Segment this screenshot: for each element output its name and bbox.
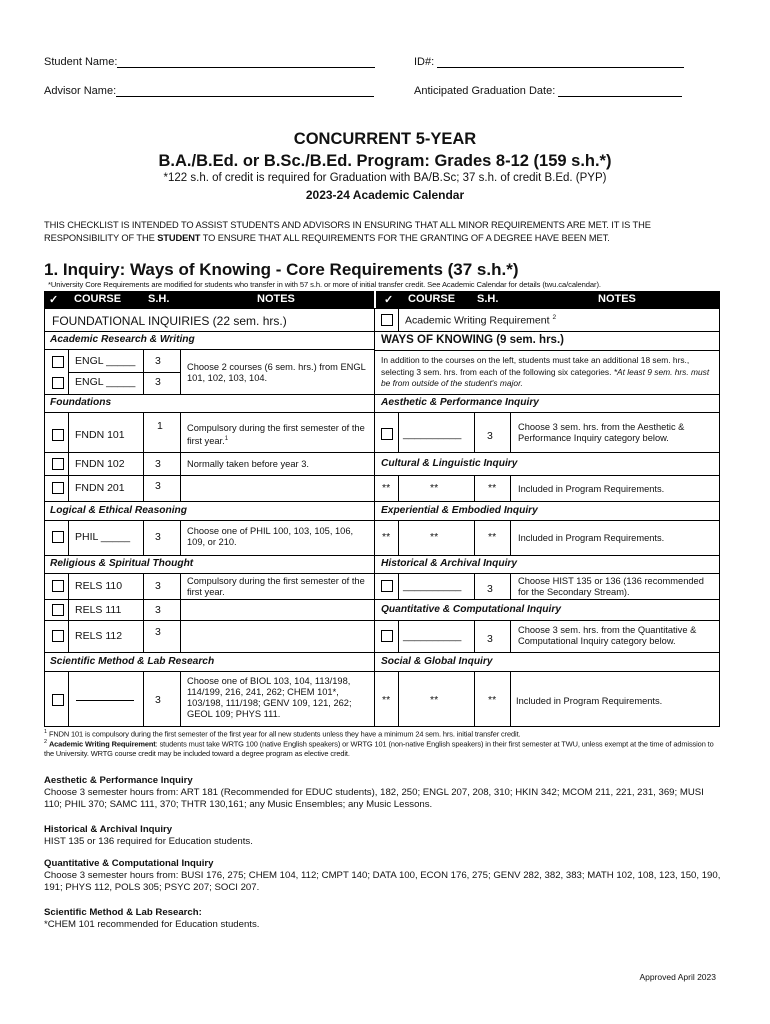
cat-scientific: Scientific Method & Lab Research [50, 656, 215, 667]
rels110-sh: 3 [155, 580, 161, 592]
fndn102-course: FNDN 102 [75, 458, 125, 470]
phil-course[interactable]: PHIL _____ [75, 531, 131, 543]
right-column-header [376, 291, 720, 308]
approved-date: Approved April 2023 [639, 972, 716, 982]
scientific-block-body: *CHEM 101 recommended for Education students. [44, 919, 260, 930]
cat-aesthetic: Aesthetic & Performance Inquiry [381, 397, 539, 408]
qua-blank[interactable]: __________ [403, 630, 462, 642]
cat-social: Social & Global Inquiry [381, 656, 493, 667]
fndn201-course: FNDN 201 [75, 482, 125, 494]
intro-student: STUDENT [157, 232, 201, 243]
id-label: ID#: [414, 56, 435, 68]
aesthetic-block-body: Choose 3 semester hours from: ART 181 (Recommended for EDUC students), 182, 250; ENGL 207, 208, 310; HKIN 342; MCOM 211, 221, 231, 369; MUSI 110; PHIL 370; SAMC 111, 370; THTR 130,161; any Music Ensembles; any Music Lessons. [44, 787, 704, 811]
writing-req-label [405, 314, 556, 327]
rels112-sh: 3 [155, 626, 161, 638]
footnote-1-text: FNDN 101 is compulsory during the first semester of the first year for all new students unless they have a minimum 24 sem. hrs. initial transfer credit. [48, 729, 521, 739]
cul-note: Included in Program Requirements. [518, 484, 665, 494]
exp-check: ** [382, 531, 391, 543]
cat-religious: Religious & Spiritual Thought [50, 558, 194, 569]
cul-check: ** [382, 482, 391, 494]
rels110-checkbox[interactable] [52, 580, 64, 592]
ways-note-a: In addition to the courses on the left, students must take an additional 18 sem. hrs., selecting 3 sem. hrs. from each of the following six categories. [381, 355, 690, 377]
advisor-name-line[interactable] [116, 85, 374, 97]
foundational-heading: FOUNDATIONAL INQUIRIES (22 sem. hrs.) [52, 314, 287, 328]
id-line[interactable] [437, 56, 684, 68]
cat-research: Academic Research & Writing [50, 334, 195, 345]
rels112-course: RELS 112 [75, 630, 123, 642]
soc-course: ** [430, 694, 439, 706]
fndn101-sh: 1 [157, 420, 163, 432]
exp-course: ** [430, 531, 439, 543]
soc-check: ** [382, 694, 391, 706]
advisor-name-field[interactable] [44, 85, 374, 97]
aesthetic-block-heading: Aesthetic & Performance Inquiry [44, 775, 193, 786]
fndn101-sup: 1 [224, 436, 229, 442]
footnote-1-num: 1 [44, 729, 47, 735]
sci-sh: 3 [155, 694, 161, 706]
fndn102-checkbox[interactable] [52, 458, 64, 470]
grad-date-line[interactable] [558, 85, 682, 97]
grad-date-label: Anticipated Graduation Date: [414, 85, 556, 97]
fndn101-note [187, 423, 369, 447]
intro-text-2: TO ENSURE THAT ALL REQUIREMENTS FOR THE GRANTING OF A DEGREE HAVE BEEN MET. [200, 232, 610, 243]
calendar-year: 2023-24 Academic Calendar [305, 188, 465, 202]
sci-note: Choose one of BIOL 103, 104, 113/198, 114/199, 216, 241, 262; CHEM 101*, 103/198, 111/198; GENV 109, 121, 262; GEOL 109; PHYS 111. [187, 676, 352, 719]
fndn102-sh: 3 [155, 458, 161, 470]
column-divider [374, 308, 375, 727]
rels110-note: Compulsory during the first semester of the first year. [187, 576, 365, 597]
section-title: 1. Inquiry: Ways of Knowing - Core Requirements (37 s.h.*) [44, 260, 519, 279]
cat-logical: Logical & Ethical Reasoning [50, 505, 187, 516]
his-blank[interactable]: __________ [403, 580, 462, 592]
student-name-field[interactable] [44, 56, 375, 68]
engl1-sh: 3 [155, 355, 161, 367]
left-column-header [44, 291, 374, 308]
student-name-label: Student Name: [44, 56, 118, 68]
cat-historical: Historical & Archival Inquiry [381, 558, 518, 569]
cat-cultural: Cultural & Linguistic Inquiry [381, 458, 518, 469]
rels111-checkbox[interactable] [52, 604, 64, 616]
historical-block-heading: Historical & Archival Inquiry [44, 824, 173, 835]
phil-note: Choose one of PHIL 100, 103, 105, 106, 109, or 210. [187, 526, 354, 547]
credit-note: *122 s.h. of credit is required for Graduation with BA/B.Sc; 37 s.h. of credit B.Ed. (PYP) [163, 172, 607, 184]
qua-sh: 3 [487, 633, 493, 645]
historical-block-body: HIST 135 or 136 required for Education students. [44, 836, 253, 847]
engl2-course[interactable]: ENGL _____ [75, 376, 136, 388]
exp-note: Included in Program Requirements. [518, 533, 665, 543]
aes-sh: 3 [487, 430, 493, 442]
qua-note: Choose 3 sem. hrs. from the Quantitative & Computational Inquiry category below. [518, 625, 697, 646]
engl1-checkbox[interactable] [52, 356, 64, 368]
fndn101-note-text: Compulsory during the first semester of the first year. [187, 423, 365, 447]
footnote-2-label: Academic Writing Requirement [48, 739, 156, 749]
ways-note [381, 355, 715, 390]
his-sh: 3 [487, 583, 493, 595]
intro-paragraph [44, 219, 724, 244]
sci-course-blank[interactable] [76, 692, 134, 704]
exp-sh: ** [488, 531, 497, 543]
engl-note: Choose 2 courses (6 sem. hrs.) from ENGL 101, 102, 103, 104. [187, 362, 366, 383]
check-header: ✓ [49, 294, 59, 306]
aes-note: Choose 3 sem. hrs. from the Aesthetic & Performance Inquiry category below. [518, 422, 685, 443]
student-name-line[interactable] [117, 56, 375, 68]
course-header-right: COURSE [408, 293, 456, 305]
cat-quant: Quantitative & Computational Inquiry [381, 604, 561, 615]
fndn102-note: Normally taken before year 3. [187, 459, 309, 469]
notes-header: NOTES [257, 293, 295, 305]
title-line1: CONCURRENT 5-YEAR [293, 130, 477, 148]
scientific-block-heading: Scientific Method & Lab Research: [44, 907, 202, 918]
intro-text-1: THIS CHECKLIST IS INTENDED TO ASSIST STUDENTS AND ADVISORS IN ENSURING THAT ALL MINOR REQUIREMENTS ARE MET. IT IS THE RESPONSIBILITY OF THE [44, 220, 651, 243]
section-note: *University Core Requirements are modified for students who transfer in with 57 s.h. or more of initial transfer credit. See Academic Calendar for details (twu.ca/calendar). [48, 280, 601, 289]
cul-course: ** [430, 482, 439, 494]
ways-note-b: *At least 9 sem. hrs. must be from outside of the student's major. [381, 366, 710, 388]
writing-req-text: Academic Writing Requirement [405, 314, 550, 327]
writing-req-sup: 2 [552, 314, 557, 321]
soc-sh: ** [488, 694, 497, 706]
rels110-course: RELS 110 [75, 580, 123, 592]
quant-block-body: Choose 3 semester hours from: BUSI 176, 275; CHEM 104, 112; CMPT 140; DATA 100, ECON 176, 275; GENV 282, 382, 383; MATH 102, 108, 123, 150, 190, 191; PHYS 112, POLS 305; PSYC 207; SOCI 207. [44, 870, 721, 894]
cat-experiential: Experiential & Embodied Inquiry [381, 505, 538, 516]
cul-sh: ** [488, 482, 497, 494]
notes-header-right: NOTES [598, 293, 636, 305]
fndn101-course: FNDN 101 [75, 429, 125, 441]
engl2-checkbox[interactable] [52, 377, 64, 389]
quant-block-heading: Quantitative & Computational Inquiry [44, 858, 214, 869]
fndn101-checkbox[interactable] [52, 429, 64, 441]
soc-note: Included in Program Requirements. [516, 696, 663, 706]
his-checkbox[interactable] [381, 580, 393, 592]
course-header: COURSE [74, 293, 122, 305]
engl1-course[interactable]: ENGL _____ [75, 355, 136, 367]
phil-checkbox[interactable] [52, 531, 64, 543]
rels111-course: RELS 111 [75, 604, 122, 616]
check-header-right: ✓ [384, 294, 394, 306]
cat-foundations: Foundations [50, 397, 112, 408]
rels111-sh: 3 [155, 604, 161, 616]
sci-checkbox[interactable] [52, 694, 64, 706]
grad-date-field[interactable] [414, 85, 682, 97]
advisor-name-label: Advisor Name: [44, 85, 117, 97]
aes-checkbox[interactable] [381, 428, 393, 440]
writing-req-checkbox[interactable] [381, 314, 393, 326]
title-line2: B.A./B.Ed. or B.Sc./B.Ed. Program: Grades 8-12 (159 s.h.*) [158, 152, 612, 170]
sh-header: S.H. [148, 293, 170, 305]
phil-sh: 3 [155, 531, 161, 543]
ways-title: WAYS OF KNOWING (9 sem. hrs.) [381, 334, 564, 346]
footnote-2 [44, 738, 724, 758]
id-field[interactable] [414, 56, 684, 68]
footnote-2-num: 2 [44, 739, 47, 745]
qua-checkbox[interactable] [381, 630, 393, 642]
aes-blank[interactable]: __________ [403, 428, 462, 440]
rels112-checkbox[interactable] [52, 630, 64, 642]
footnote-2-text: : students must take WRTG 100 (native English speakers) or WRTG 101 (non-native English speakers) in their first semester at TWU, unless exempt at the time of admission to the University. WRTG course credit may be included toward a degree program as elective credit. [44, 739, 714, 758]
his-note: Choose HIST 135 or 136 (136 recommended for the Secondary Stream). [518, 576, 704, 597]
fndn201-sh: 3 [155, 480, 161, 492]
sh-header-right: S.H. [477, 293, 499, 305]
engl2-sh: 3 [155, 376, 161, 388]
fndn201-checkbox[interactable] [52, 482, 64, 494]
